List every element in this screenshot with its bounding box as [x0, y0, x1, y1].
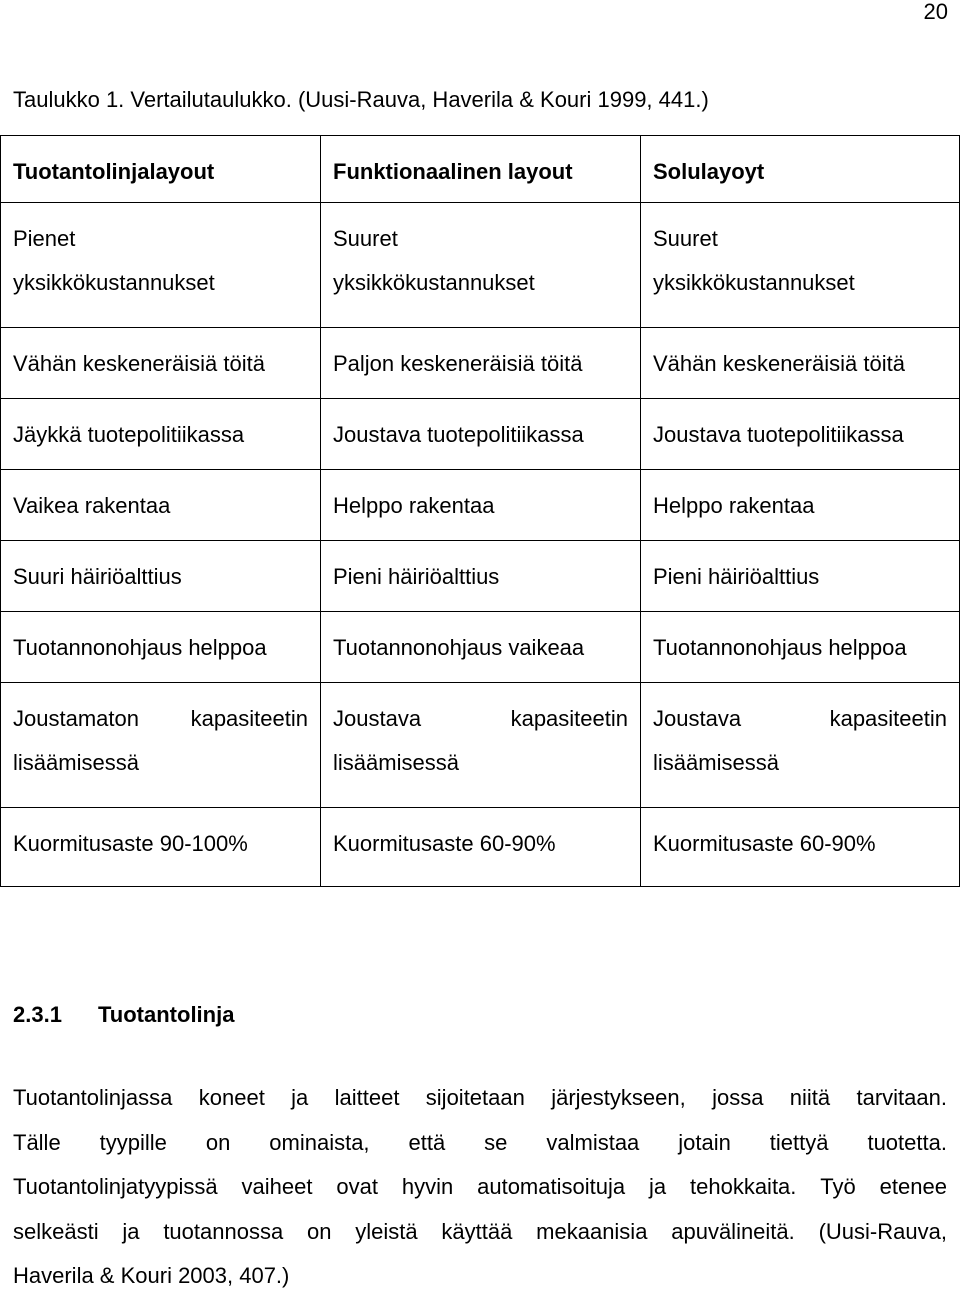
- page-number: 20: [923, 0, 948, 24]
- word: järjestykseen,: [551, 1085, 686, 1110]
- cell-line: yksikkökustannukset: [333, 270, 535, 295]
- section-title: Tuotantolinja: [98, 1002, 235, 1027]
- word: käyttää: [441, 1218, 513, 1244]
- cell-line: Suuret: [333, 226, 398, 251]
- header-functional-layout: Funktionaalinen layout: [321, 136, 641, 203]
- table-row-capacity-increase: [1, 683, 960, 808]
- cell-line: [333, 697, 628, 741]
- word: jotain: [678, 1129, 731, 1155]
- table-cell: Helppo rakentaa: [641, 470, 960, 541]
- table-cell: Jäykkä tuotepolitiikassa: [1, 399, 321, 470]
- word: ominaista,: [269, 1129, 370, 1155]
- cell-line: [13, 697, 308, 741]
- paragraph-line: [13, 1210, 947, 1255]
- table-cell: Paljon keskeneräisiä töitä: [321, 328, 641, 399]
- table-cell: Vähän keskeneräisiä töitä: [1, 328, 321, 399]
- table-cell: [1, 203, 321, 328]
- comparison-table: [0, 135, 960, 887]
- paragraph-line: [13, 1254, 947, 1299]
- table-cell: Kuormitusaste 60-90%: [321, 808, 641, 887]
- table-row-work-in-progress: [1, 328, 960, 399]
- word: on: [306, 1218, 332, 1244]
- cell-word: Joustava: [653, 706, 742, 731]
- word: ja: [291, 1085, 309, 1110]
- word: se: [484, 1129, 508, 1155]
- word: Työ: [820, 1174, 856, 1199]
- cell-word: Joustava: [333, 706, 422, 731]
- table-cell: [1, 683, 321, 808]
- section-heading: [13, 1000, 234, 1030]
- cell-word: kapasiteetin: [829, 706, 947, 731]
- table-header-row: [1, 136, 960, 203]
- table-cell: [641, 203, 960, 328]
- cell-line: Suuret: [653, 226, 718, 251]
- word: tyypille: [99, 1129, 167, 1155]
- word: tarvitaan.: [856, 1085, 947, 1110]
- table-cell: Suuri häiriöalttius: [1, 541, 321, 612]
- word: tuotannossa: [163, 1218, 284, 1244]
- table-cell: Kuormitusaste 60-90%: [641, 808, 960, 887]
- table-cell: [641, 683, 960, 808]
- word: Haverila & Kouri 2003, 407.): [13, 1263, 290, 1288]
- table-cell: Joustava tuotepolitiikassa: [641, 399, 960, 470]
- table-row-disturbance-sensitivity: [1, 541, 960, 612]
- word: vaiheet: [241, 1174, 313, 1199]
- table-row-load-factor: [1, 808, 960, 887]
- word: etenee: [879, 1174, 947, 1199]
- table-cell: Vähän keskeneräisiä töitä: [641, 328, 960, 399]
- word: mekaanisia: [536, 1218, 648, 1244]
- word: Tuotantolinjatyypissä: [13, 1174, 218, 1199]
- word: tiettyä: [769, 1129, 829, 1155]
- table-cell: Pieni häiriöalttius: [641, 541, 960, 612]
- word: sijoitetaan: [425, 1085, 525, 1110]
- word: ja: [648, 1174, 667, 1199]
- word: automatisoituja: [477, 1174, 626, 1199]
- word: niitä: [789, 1085, 831, 1110]
- table-cell: Vaikea rakentaa: [1, 470, 321, 541]
- word: (Uusi-Rauva,: [818, 1218, 947, 1244]
- cell-word: Joustamaton: [13, 706, 139, 731]
- table-row-ease-of-building: [1, 470, 960, 541]
- word: selkeästi: [13, 1218, 99, 1244]
- cell-word: kapasiteetin: [510, 706, 628, 731]
- cell-word: kapasiteetin: [190, 706, 308, 731]
- word: ja: [122, 1218, 140, 1244]
- table-row-production-control: [1, 612, 960, 683]
- header-cell-layout: Solulayoyt: [641, 136, 960, 203]
- word: Tuotantolinjassa: [13, 1085, 173, 1110]
- cell-line: [653, 697, 947, 741]
- table-cell: Tuotannonohjaus vaikeaa: [321, 612, 641, 683]
- cell-line: yksikkökustannukset: [653, 270, 855, 295]
- word: tuotetta.: [867, 1129, 947, 1155]
- table-cell: [321, 683, 641, 808]
- word: on: [205, 1129, 231, 1155]
- word: Tälle: [13, 1129, 61, 1155]
- paragraph-line: [13, 1165, 947, 1210]
- body-paragraph: [13, 1076, 947, 1299]
- cell-line: Pienet: [13, 226, 76, 251]
- table-caption: Taulukko 1. Vertailutaulukko. (Uusi-Rauva, Haverila & Kouri 1999, 441.): [13, 87, 709, 112]
- header-production-line-layout: Tuotantolinjalayout: [1, 136, 321, 203]
- word: että: [408, 1129, 446, 1155]
- word: valmistaa: [546, 1129, 640, 1155]
- paragraph-line: [13, 1076, 947, 1121]
- table-cell: [321, 203, 641, 328]
- section-number: 2.3.1: [13, 1002, 62, 1027]
- word: ovat: [336, 1174, 378, 1199]
- table-cell: Tuotannonohjaus helppoa: [1, 612, 321, 683]
- cell-line: yksikkökustannukset: [13, 270, 215, 295]
- word: laitteet: [334, 1085, 400, 1110]
- word: tehokkaita.: [690, 1174, 797, 1199]
- word: koneet: [198, 1085, 265, 1110]
- table-row-unit-costs: [1, 203, 960, 328]
- cell-line: lisäämisessä: [13, 750, 139, 775]
- cell-line: lisäämisessä: [333, 750, 459, 775]
- table-cell: Tuotannonohjaus helppoa: [641, 612, 960, 683]
- word: jossa: [712, 1085, 764, 1110]
- table-row-product-policy: [1, 399, 960, 470]
- paragraph-line: [13, 1121, 947, 1166]
- table-cell: Joustava tuotepolitiikassa: [321, 399, 641, 470]
- table-cell: Helppo rakentaa: [321, 470, 641, 541]
- word: hyvin: [401, 1174, 454, 1199]
- table-cell: Kuormitusaste 90-100%: [1, 808, 321, 887]
- cell-line: lisäämisessä: [653, 750, 779, 775]
- table-cell: Pieni häiriöalttius: [321, 541, 641, 612]
- word: yleistä: [355, 1218, 418, 1244]
- word: apuvälineitä.: [671, 1218, 795, 1244]
